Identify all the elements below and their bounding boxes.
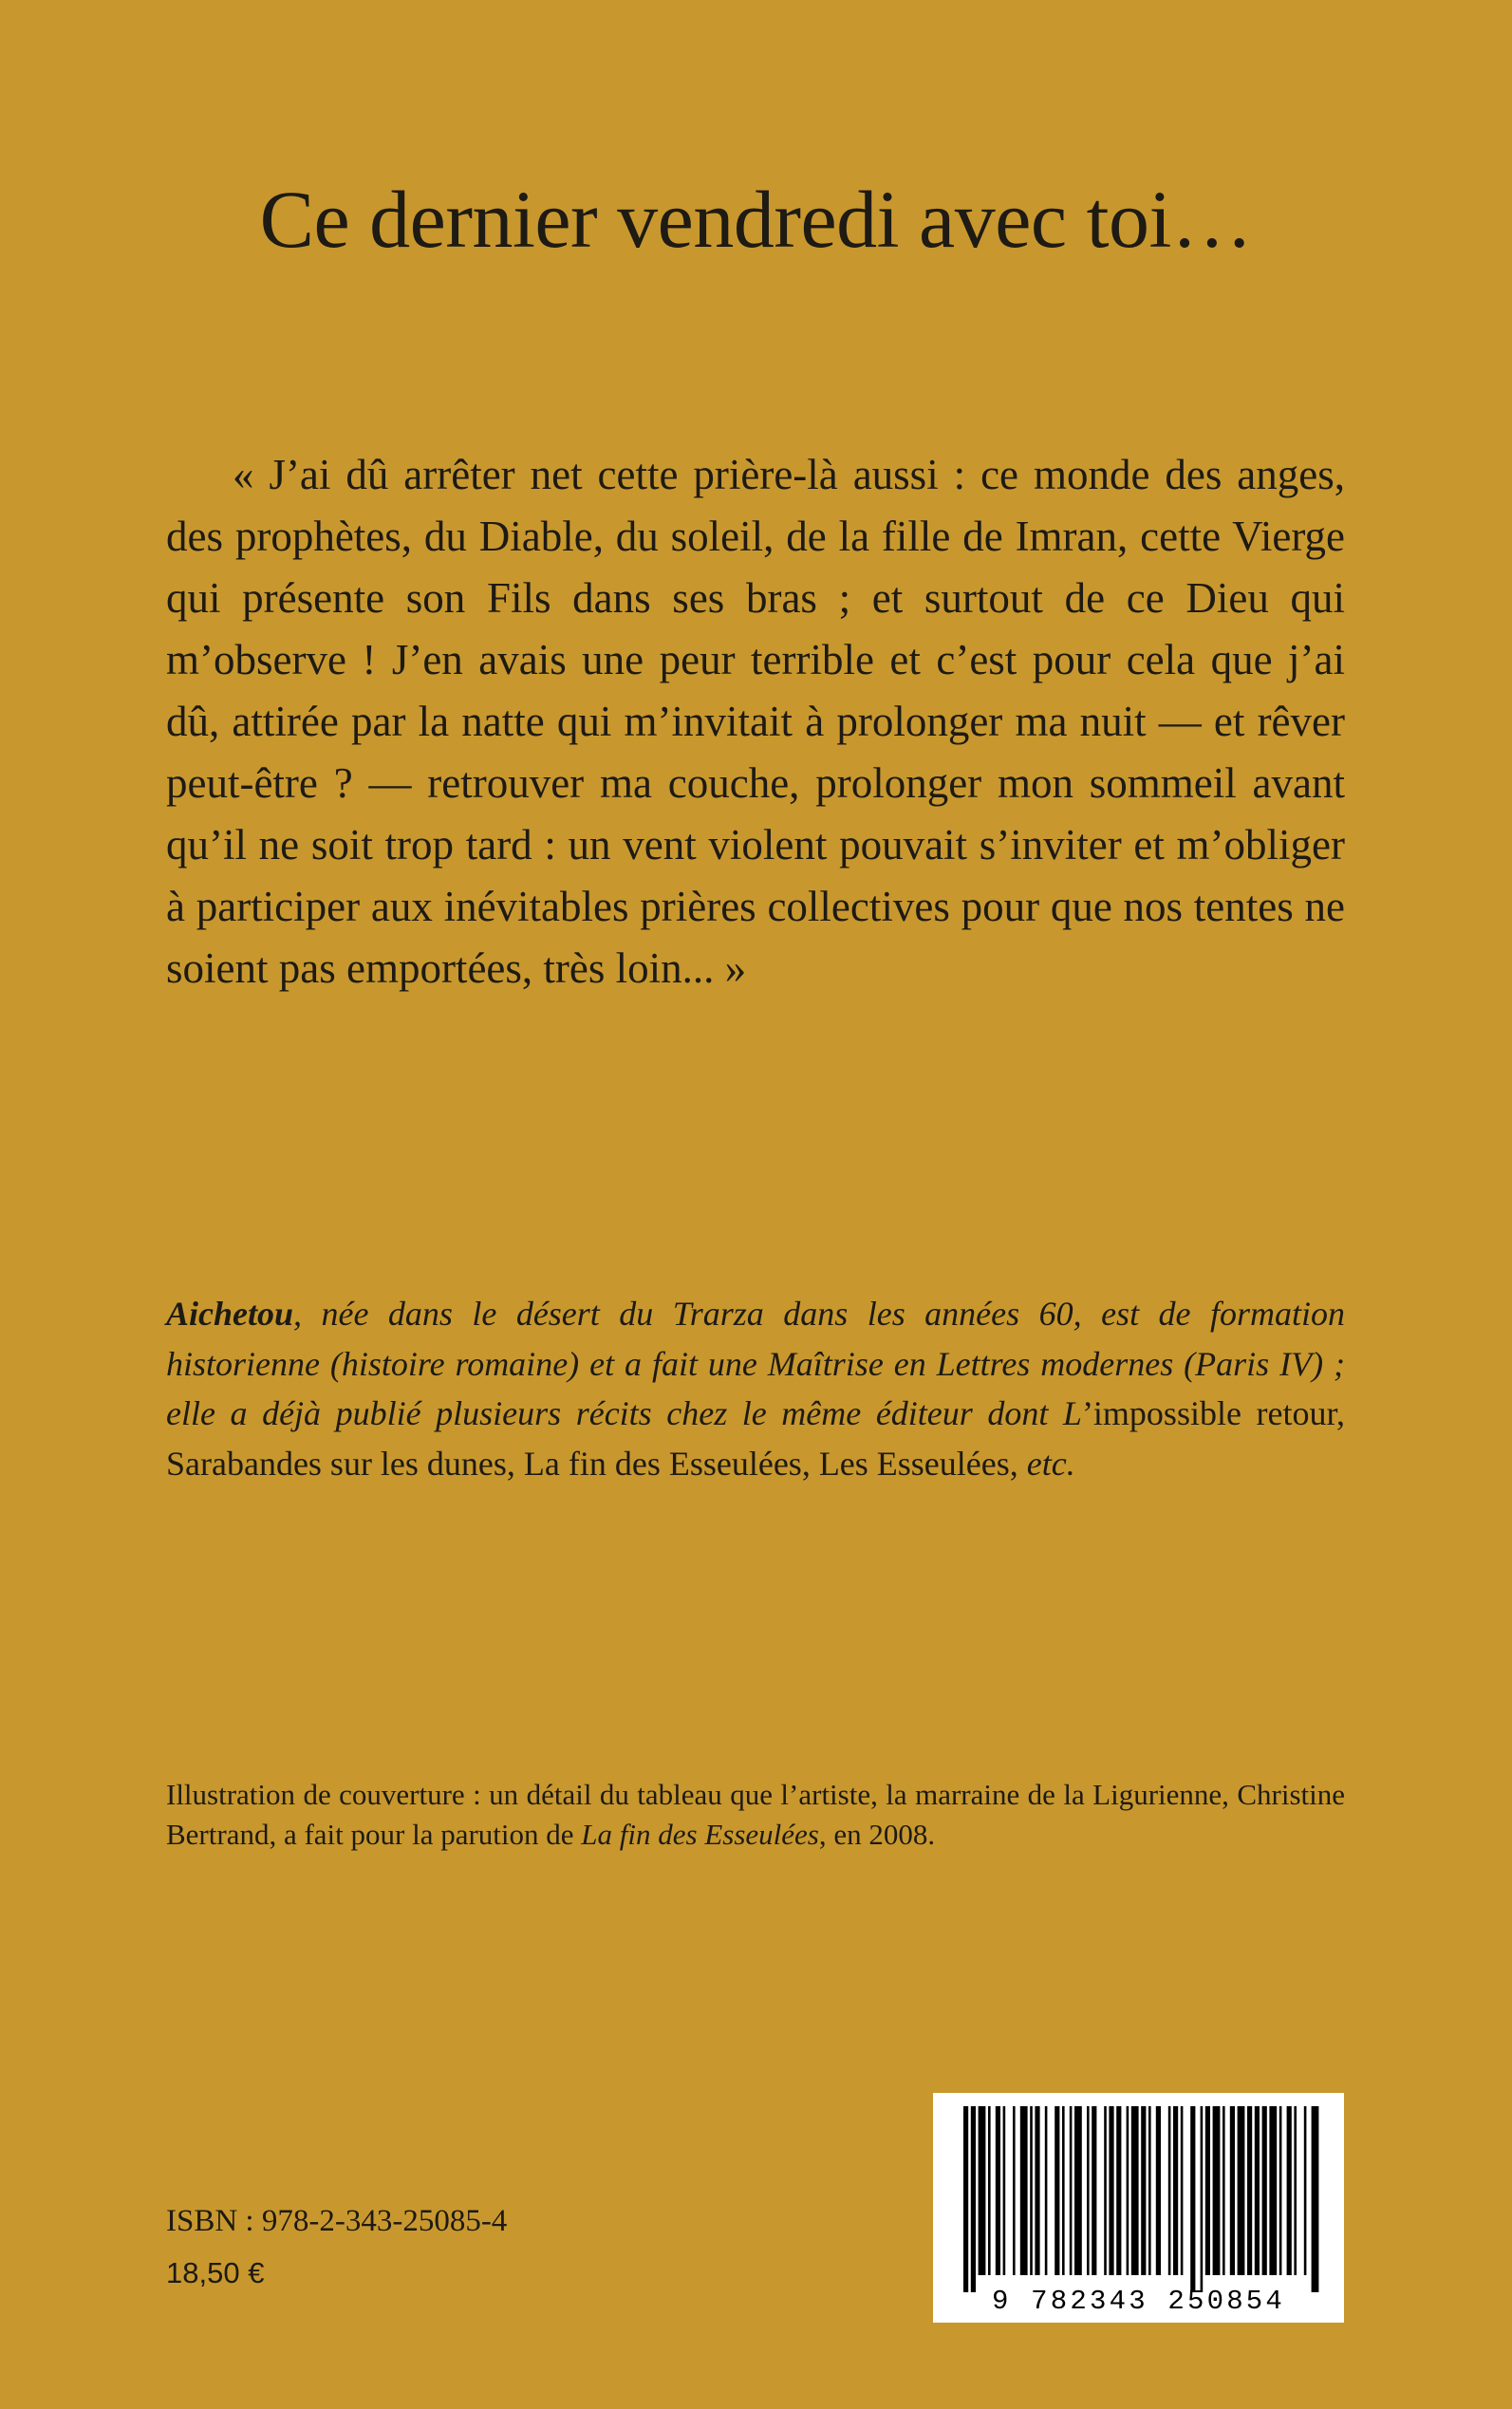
credit-end: , en 2008. xyxy=(818,1818,936,1851)
barcode-bar xyxy=(1109,2106,1113,2275)
author-bio xyxy=(166,1289,1345,1488)
barcode-bar xyxy=(1181,2106,1184,2275)
barcode-bar xyxy=(1131,2106,1139,2275)
barcode-bar xyxy=(1173,2106,1178,2275)
barcode-bar xyxy=(1287,2106,1292,2275)
barcode-bar xyxy=(1020,2106,1028,2275)
barcode-bar xyxy=(1213,2106,1221,2275)
barcode-bar xyxy=(996,2106,1000,2275)
author-name: Aichetou xyxy=(166,1295,294,1333)
barcode-bar xyxy=(1156,2106,1161,2275)
barcode-bar xyxy=(1168,2106,1171,2275)
barcode-bar xyxy=(1045,2106,1048,2275)
barcode-bar xyxy=(1127,2106,1129,2275)
barcode-bar xyxy=(1190,2106,1195,2292)
barcode-bar xyxy=(1087,2106,1090,2275)
barcode-bar xyxy=(1013,2106,1016,2275)
barcode-bar xyxy=(1238,2106,1245,2275)
barcode-bar xyxy=(1148,2106,1151,2275)
barcode-bar xyxy=(1205,2106,1210,2275)
barcode-bar xyxy=(1055,2106,1059,2275)
barcode xyxy=(933,2093,1344,2323)
barcode-bar xyxy=(1070,2106,1073,2275)
barcode-bar xyxy=(1269,2106,1277,2275)
price: 18,50 € xyxy=(166,2256,265,2289)
barcode-bar xyxy=(971,2106,976,2292)
author-bio-italic: , née dans le désert du Trarza dans les années 60, est de formation historienne (histoire romaine) et a fait une Maîtrise en Lettres modernes (Paris IV) ; elle a déjà publié plusieurs récits chez le même éditeur dont L xyxy=(166,1295,1345,1432)
back-cover-excerpt: « J’ai dû arrêter net cette prière-là aussi : ce monde des anges, des prophètes, du Diable, du soleil, de la fille de Imran, cette Vierge qui présente son Fils dans ses bras ; et surtout de ce Dieu qui m’observe ! J’en avais une peur terrible et c’est pour cela que j’ai dû, attirée par la natte qui m’invitait à prolonger ma nuit — et rêver peut-être ? — retrouver ma couche, prolonger mon sommeil avant qu’il ne soit trop tard : un vent violent pouvait s’inviter et m’obliger à participer aux inévitables prières collectives pour que nos tentes ne soient pas emportées, très loin... » xyxy=(166,451,1345,992)
author-bio-etc: etc. xyxy=(1026,1444,1075,1483)
barcode-bar xyxy=(1092,2106,1096,2275)
barcode-bar xyxy=(1230,2106,1235,2275)
book-title: Ce dernier vendredi avec toi… xyxy=(259,174,1253,265)
barcode-bar xyxy=(1262,2106,1267,2275)
credit-text: Illustration de couverture : un détail du tableau que l’artiste, la marraine de la Ligurienne, Christine Bertrand, a fait pour la parution de xyxy=(166,1778,1345,1851)
cover-illustration-credit xyxy=(166,1775,1345,1855)
barcode-bar xyxy=(1223,2106,1225,2275)
barcode-bar xyxy=(1312,2106,1319,2292)
barcode-bar xyxy=(1294,2106,1297,2275)
author-bio-titles: ’impossible retour, Sarabandes sur les dunes, La fin des Esseulées, Les Esseulées, xyxy=(166,1394,1346,1483)
credit-book-title: La fin des Esseulées xyxy=(581,1818,819,1851)
barcode-bar xyxy=(1247,2106,1252,2275)
barcode-bar xyxy=(1104,2106,1107,2275)
barcode-bar xyxy=(979,2106,986,2275)
barcode-bar xyxy=(1279,2106,1282,2275)
isbn: ISBN : 978-2-343-25085-4 xyxy=(166,2204,508,2238)
barcode-bar xyxy=(1255,2106,1260,2275)
barcode-bar xyxy=(1141,2106,1146,2275)
barcode-bar xyxy=(963,2106,968,2292)
barcode-bar xyxy=(1116,2106,1121,2275)
barcode-bar xyxy=(1304,2106,1307,2275)
barcode-bar xyxy=(1030,2106,1033,2275)
barcode-bar xyxy=(1062,2106,1065,2275)
barcode-digits: 9 782343 250854 xyxy=(991,2286,1286,2317)
barcode-bar xyxy=(988,2106,991,2275)
barcode-bar xyxy=(1201,2106,1204,2292)
barcode-bar xyxy=(1035,2106,1039,2275)
barcode-bar xyxy=(1074,2106,1082,2275)
barcode-bar xyxy=(1003,2106,1006,2275)
